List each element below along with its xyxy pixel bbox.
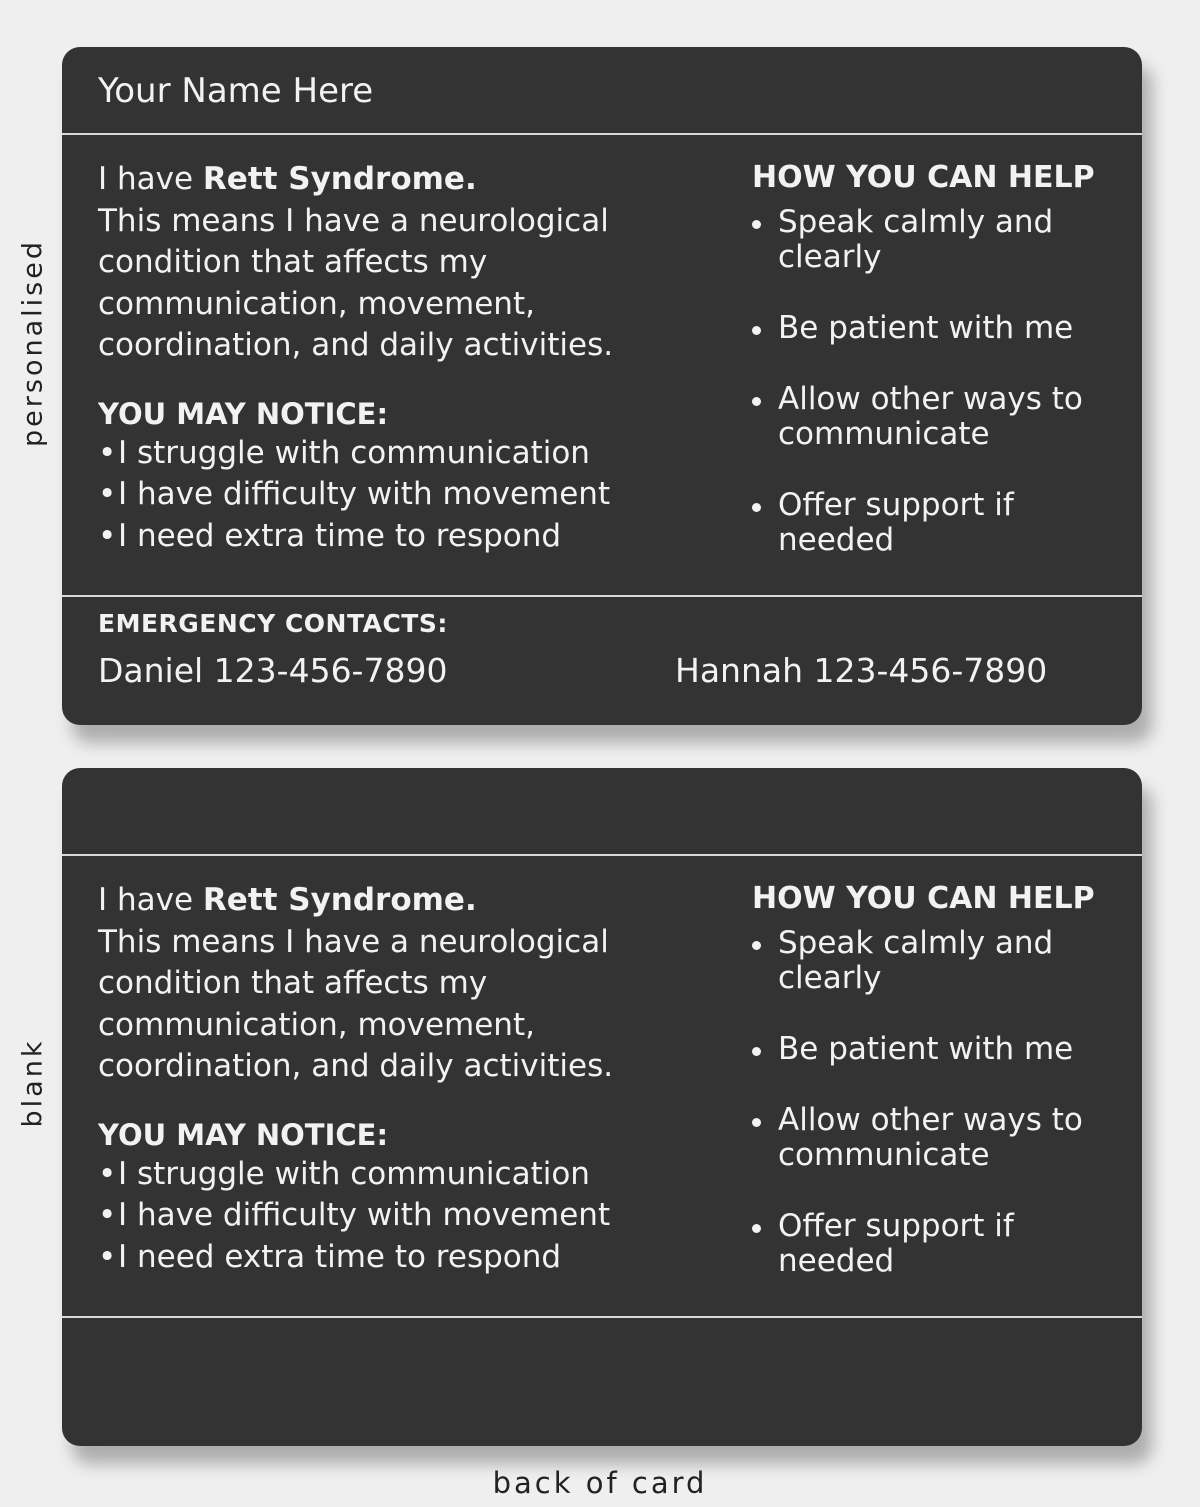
help-title: HOW YOU CAN HELP [752, 160, 1095, 195]
blank-label: blank [17, 1038, 49, 1128]
notice-list [98, 1154, 698, 1279]
help-list [752, 926, 1122, 1279]
personalised-card [62, 47, 1142, 725]
emergency-contact: Daniel 123-456-7890 [98, 651, 448, 690]
footer-divider [62, 595, 1142, 597]
header-divider [62, 854, 1142, 856]
emergency-contact: Hannah 123-456-7890 [675, 651, 1048, 690]
notice-item-text: I have difficulty with movement [118, 476, 611, 512]
bullet-icon: • [98, 1238, 117, 1275]
back-of-card-label: back of card [492, 1466, 708, 1500]
info-column [98, 159, 698, 557]
card-header-blank [62, 768, 1142, 854]
intro-text [98, 880, 698, 1088]
bullet-icon: • [98, 517, 117, 554]
bullet-icon: • [98, 1155, 117, 1192]
intro-text [98, 159, 698, 367]
bullet-icon: • [98, 434, 117, 471]
help-list [752, 205, 1122, 558]
bullet-icon: • [98, 476, 117, 512]
help-item: Offer support if needed [752, 488, 1122, 558]
notice-title: YOU MAY NOTICE: [98, 1117, 389, 1152]
notice-item [98, 1154, 698, 1196]
condition-name: Rett Syndrome. [202, 882, 477, 918]
notice-list [98, 433, 698, 558]
help-title: HOW YOU CAN HELP [752, 881, 1095, 916]
emergency-contacts-title: EMERGENCY CONTACTS: [98, 609, 448, 638]
notice-item-text: I need extra time to respond [118, 1238, 562, 1275]
help-item: Allow other ways to communicate [752, 382, 1122, 452]
notice-item [98, 1195, 698, 1237]
help-column [752, 159, 1122, 594]
card-header [62, 47, 1142, 133]
footer-divider [62, 1316, 1142, 1318]
intro-prefix: I have [98, 882, 203, 918]
help-item: Be patient with me [752, 311, 1122, 346]
notice-item-text: I have difficulty with movement [118, 1197, 611, 1233]
notice-item-text: I struggle with communication [118, 434, 590, 471]
help-item: Offer support if needed [752, 1209, 1122, 1279]
name-field: Your Name Here [98, 71, 374, 111]
notice-title: YOU MAY NOTICE: [98, 396, 389, 431]
intro-body: This means I have a neurological condition that affects my communication, movement, coordination, and daily activities. [98, 923, 614, 1084]
notice-item [98, 474, 698, 516]
notice-item-text: I need extra time to respond [118, 517, 562, 554]
bullet-icon: • [98, 1197, 117, 1233]
help-item: Allow other ways to communicate [752, 1103, 1122, 1173]
blank-card [62, 768, 1142, 1446]
notice-item [98, 1237, 698, 1279]
help-item: Speak calmly and clearly [752, 205, 1122, 275]
notice-item [98, 516, 698, 558]
intro-body: This means I have a neurological condition that affects my communication, movement, coordination, and daily activities. [98, 202, 614, 363]
notice-item [98, 433, 698, 475]
personalised-label: personalised [17, 239, 49, 447]
help-column [752, 880, 1122, 1315]
intro-prefix: I have [98, 161, 203, 197]
header-divider [62, 133, 1142, 135]
notice-item-text: I struggle with communication [118, 1155, 590, 1192]
info-column [98, 880, 698, 1278]
help-item: Speak calmly and clearly [752, 926, 1122, 996]
condition-name: Rett Syndrome. [202, 161, 477, 197]
help-item: Be patient with me [752, 1032, 1122, 1067]
